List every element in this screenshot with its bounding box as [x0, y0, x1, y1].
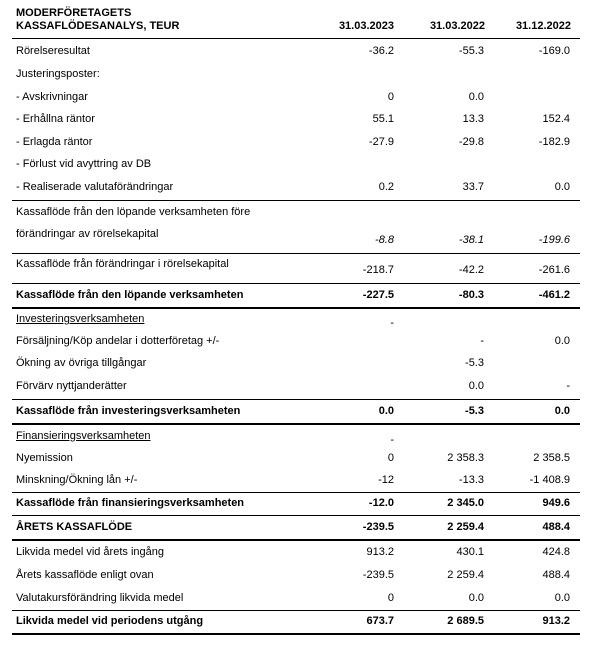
row-label: Kassaflöde från den löpande verksamheten före	[16, 206, 251, 218]
title-line-1: MODERFÖRETAGETS	[16, 7, 132, 19]
row-label: - Förlust vid avyttring av DB	[16, 158, 152, 170]
row-label: Likvida medel vid periodens utgång	[16, 615, 204, 627]
row-label: Rörelseresultat	[16, 45, 90, 57]
column-header-2: 31.03.2022	[429, 20, 485, 32]
value-col1: -12	[378, 474, 394, 486]
section-rule	[12, 399, 580, 400]
value-col3: 0.0	[554, 335, 570, 347]
section-rule	[12, 610, 580, 611]
value-col1: -8.8	[375, 234, 394, 246]
value-col3: -	[566, 380, 570, 392]
value-col2: -80.3	[458, 289, 484, 301]
value-col1: -	[390, 317, 394, 329]
value-col1: 55.1	[372, 113, 394, 125]
section-rule	[12, 200, 580, 201]
header-rule	[12, 38, 580, 39]
section-rule	[12, 492, 580, 493]
value-col3: -261.6	[538, 264, 570, 276]
value-col2: 13.3	[462, 113, 484, 125]
value-col2: 2 259.4	[447, 569, 484, 581]
value-col1: 0	[387, 91, 394, 103]
value-col3: 0.0	[554, 405, 570, 417]
section-rule	[12, 423, 580, 425]
value-col1: -239.5	[362, 521, 394, 533]
title-line-2: KASSAFLÖDESANALYS, TEUR	[16, 20, 180, 32]
value-col3: -461.2	[538, 289, 570, 301]
row-label: Årets kassaflöde enligt ovan	[16, 569, 154, 581]
value-col3: 488.4	[542, 569, 570, 581]
section-rule	[12, 253, 580, 254]
row-label: Justeringsposter:	[16, 68, 100, 80]
value-col3: -199.6	[538, 234, 570, 246]
row-label: Förvärv nyttjanderätter	[16, 380, 127, 392]
value-col2: -5.3	[465, 357, 484, 369]
row-label: Minskning/Ökning lån +/-	[16, 474, 138, 486]
value-col1: 0.0	[378, 405, 394, 417]
statement-title	[16, 7, 179, 33]
section-rule	[12, 515, 580, 516]
value-col3: 488.4	[542, 521, 570, 533]
section-rule	[12, 307, 580, 309]
value-col2: -13.3	[458, 474, 484, 486]
value-col1: -27.9	[368, 136, 394, 148]
row-label: Kassaflöde från den löpande verksamheten	[16, 289, 244, 301]
row-label: - Erlagda räntor	[16, 136, 93, 148]
value-col2: -38.1	[458, 234, 484, 246]
section-rule	[12, 539, 580, 541]
value-col3: 0.0	[554, 181, 570, 193]
value-col2: 33.7	[462, 181, 484, 193]
row-label: Ökning av övriga tillgångar	[16, 357, 147, 369]
value-col2: 2 358.3	[447, 452, 484, 464]
value-col3: 152.4	[542, 113, 570, 125]
column-header-1: 31.03.2023	[338, 20, 394, 32]
value-col2: 2 259.4	[447, 521, 484, 533]
row-label: - Realiserade valutaförändringar	[16, 181, 174, 193]
row-label: Nyemission	[16, 452, 73, 464]
value-col3: 0.0	[554, 592, 570, 604]
value-col2: -42.2	[458, 264, 484, 276]
value-col2: -5.3	[465, 405, 484, 417]
row-label: Kassaflöde från finansieringsverksamheten	[16, 497, 245, 509]
value-col1: -	[390, 434, 394, 446]
section-rule	[12, 283, 580, 284]
value-col3: 949.6	[542, 497, 570, 509]
value-col1: 913.2	[366, 546, 394, 558]
value-col1: 0	[387, 452, 394, 464]
value-col2: 430.1	[456, 546, 484, 558]
section-rule	[12, 633, 580, 635]
value-col1: 0	[387, 592, 394, 604]
value-col3: 424.8	[542, 546, 570, 558]
value-col2: 2 689.5	[447, 615, 484, 627]
section-heading: Investeringsverksamheten	[16, 313, 145, 325]
value-col3: 2 358.5	[533, 452, 570, 464]
value-col1: 0.2	[378, 181, 394, 193]
value-col1: -36.2	[368, 45, 394, 57]
row-label: ÅRETS KASSAFLÖDE	[16, 521, 133, 533]
value-col2: -55.3	[458, 45, 484, 57]
value-col2: 2 345.0	[447, 497, 484, 509]
value-col2: -	[480, 335, 484, 347]
value-col3: -169.0	[538, 45, 570, 57]
value-col3: -182.9	[538, 136, 570, 148]
row-label: Kassaflöde från investeringsverksamheten	[16, 405, 241, 417]
row-label: Likvida medel vid årets ingång	[16, 546, 164, 558]
row-label: Försäljning/Köp andelar i dotterföretag +/-	[16, 335, 220, 347]
value-col3: 913.2	[542, 615, 570, 627]
row-label: förändringar av rörelsekapital	[16, 228, 159, 240]
value-col1: -218.7	[362, 264, 394, 276]
value-col1: -12.0	[368, 497, 394, 509]
column-header-3: 31.12.2022	[515, 20, 571, 32]
value-col2: 0.0	[468, 592, 484, 604]
value-col1: -227.5	[362, 289, 394, 301]
value-col2: 0.0	[468, 91, 484, 103]
value-col1: -239.5	[362, 569, 394, 581]
row-label: - Avskrivningar	[16, 91, 88, 103]
value-col2: 0.0	[468, 380, 484, 392]
row-label: - Erhållna räntor	[16, 113, 95, 125]
row-label: Kassaflöde från förändringar i rörelsekapital	[16, 258, 229, 270]
value-col2: -29.8	[458, 136, 484, 148]
section-heading: Finansieringsverksamheten	[16, 430, 151, 442]
row-label: Valutakursförändring likvida medel	[16, 592, 184, 604]
value-col3: -1 408.9	[529, 474, 570, 486]
value-col1: 673.7	[366, 615, 394, 627]
